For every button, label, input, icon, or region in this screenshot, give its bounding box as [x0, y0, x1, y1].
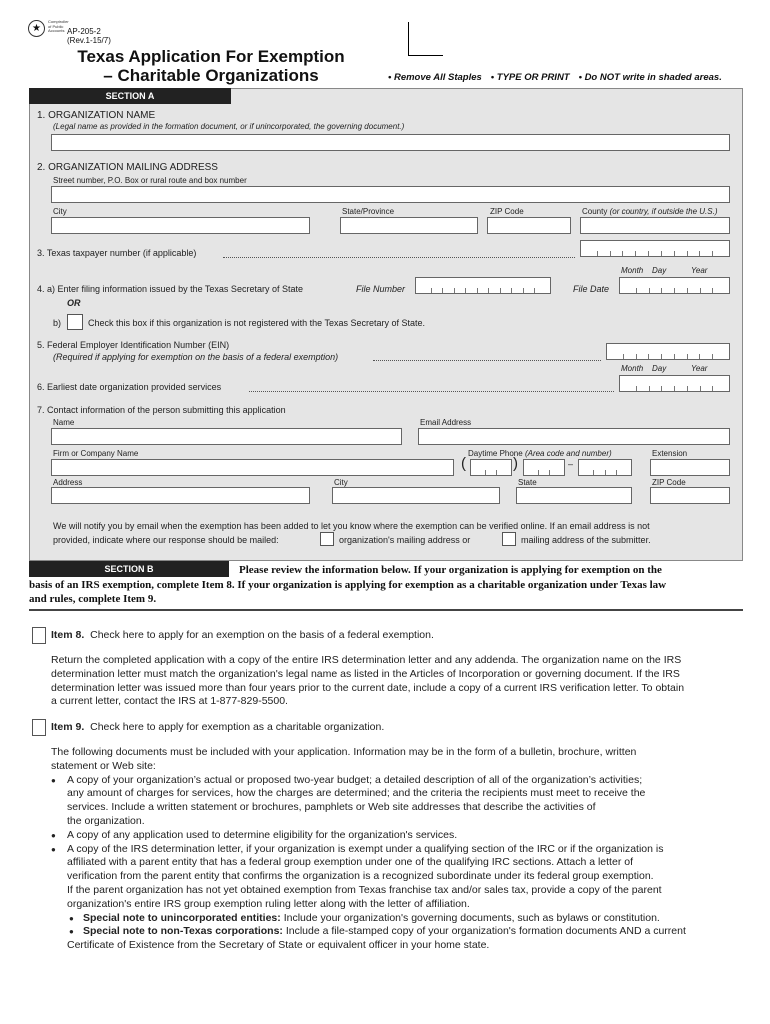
notify-option-2: mailing address of the submitter. — [521, 535, 651, 545]
file-date-label: File Date — [573, 284, 610, 294]
s1-text: Include your organization's governing documents, such as bylaws or constitution. — [280, 911, 660, 924]
county-hint: (or country, if outside the U.S.) — [609, 207, 718, 216]
mail-to-submitter-checkbox[interactable] — [502, 532, 516, 546]
form-revision: (Rev.1-15/7) — [67, 36, 111, 45]
contact-name-label: Name — [53, 418, 75, 427]
state-province-label: State/Province — [342, 207, 395, 216]
phone-prefix-input[interactable] — [523, 459, 565, 476]
item-9-text: Check here to apply for exemption as a charitable organization. — [90, 721, 385, 733]
b2-line: ● A copy of any application used to determine eligibility for the organization's services. — [67, 828, 458, 841]
notify-line-1: We will notify you by email when the exemption has been added to let you know where the exemption can be verified online. If an email address is not — [53, 521, 650, 531]
s2-bold: Special note to non-Texas corporations: — [83, 925, 283, 938]
q1-hint: (Legal name as provided in the formation document, or if unincorporated, the governing document.) — [53, 122, 405, 131]
q1-label: 1. ORGANIZATION NAME — [37, 110, 156, 121]
year-label-2: Year — [691, 364, 708, 373]
b1-line-4: the organization. — [67, 814, 145, 827]
q4a-label: 4. a) Enter filing information issued by the Texas Secretary of State — [37, 284, 303, 294]
q2-street-label: Street number, P.O. Box or rural route and box number — [53, 176, 247, 185]
email-input[interactable] — [418, 428, 730, 445]
section-b-intro-1: Please review the information below. If your organization is applying for exemption on the — [239, 564, 662, 576]
s2-line-2: Certificate of Existence from the Secretary of State or equivalent officer in your home state. — [67, 939, 490, 952]
firm-name-input[interactable] — [51, 459, 454, 476]
q5-hint: (Required if applying for exemption on the basis of a federal exemption) — [53, 352, 339, 362]
notify-option-1: organization's mailing address or — [339, 535, 471, 545]
q4b-text: Check this box if this organization is not registered with the Texas Secretary of State. — [88, 318, 426, 328]
month-label-2: Month — [621, 364, 644, 373]
item-8-instructions — [51, 654, 741, 709]
list-item — [51, 843, 746, 953]
year-label: Year — [691, 266, 708, 275]
agency-name: Comptroller of Public Accounts — [48, 19, 69, 33]
list-item — [51, 829, 746, 843]
address-label: Address — [53, 478, 83, 487]
taxpayer-number-input[interactable] — [580, 240, 730, 257]
phone-hint: (Area code and number) — [524, 449, 612, 458]
item-8-p4: a current letter, contact the IRS at 1-877-829-5500. — [51, 695, 288, 708]
ein-input[interactable] — [606, 343, 730, 360]
section-b-intro-3: and rules, complete Item 9. — [29, 593, 157, 605]
item-8-checkbox[interactable] — [32, 627, 46, 644]
day-label-2: Day — [652, 364, 667, 373]
section-b-intro-rest — [29, 578, 743, 606]
phone-close-paren: ) — [513, 455, 518, 472]
phone-open-paren: ( — [461, 455, 466, 472]
item-9-p2: statement or Web site: — [51, 759, 156, 772]
item-8-text: Check here to apply for an exemption on the basis of a federal exemption. — [90, 629, 434, 641]
q3-label: 3. Texas taxpayer number (if applicable) — [37, 248, 197, 258]
b3-line-1: ● A copy of the IRS determination letter, if your organization is exempt under a qualifying section of the IRC or if the organization is — [67, 842, 664, 855]
q3-leader-dots — [223, 257, 575, 258]
s1-bold: Special note to unincorporated entities: — [83, 911, 281, 924]
notify-line-2: provided, indicate where our response should be mailed: — [53, 535, 279, 545]
phone-label — [468, 449, 612, 458]
q6-leader-dots — [249, 391, 614, 392]
requirements-list — [51, 774, 746, 953]
contact-name-input[interactable] — [51, 428, 402, 445]
item-8-p2: determination letter must match the organization's legal name as listed in the Articles of Incorporation or governing document. If the IRS — [51, 667, 680, 680]
s2-text: Include a file-stamped copy of your organization's formation documents AND a current — [282, 925, 686, 938]
title-line-2: – Charitable Organizations — [103, 66, 319, 85]
item-9-label: Item 9. — [51, 721, 85, 733]
q6-label: 6. Earliest date organization provided services — [37, 382, 222, 392]
contact-zip-input[interactable] — [650, 487, 730, 504]
special-note-unincorporated — [67, 912, 746, 926]
contact-city-label: City — [334, 478, 348, 487]
firm-label: Firm or Company Name — [53, 449, 139, 458]
phone-line-input[interactable] — [578, 459, 632, 476]
b1-line-3: services. Include a written statement or brochures, pamphlets or Web site addresses that describe the activities of — [67, 801, 596, 814]
contact-state-input[interactable] — [516, 487, 632, 504]
state-province-input[interactable] — [340, 217, 478, 234]
county-label — [582, 207, 718, 216]
b3-line-4: If the parent organization has not yet obtained exemption from Texas franchise tax and/or sales tax, provide a copy of the parent — [67, 883, 662, 896]
earliest-date-input[interactable] — [619, 375, 730, 392]
not-registered-checkbox[interactable] — [67, 314, 83, 330]
street-address-input[interactable] — [51, 186, 730, 203]
contact-zip-label: ZIP Code — [652, 478, 686, 487]
b1-line-1: ● A copy of your organization’s actual or proposed two-year budget; a detailed description of all of the organization’s activities; — [67, 773, 643, 786]
item-8-p1: Return the completed application with a copy of the entire IRS determination letter and any addenda. The organization name on the IRS — [51, 654, 682, 666]
item-8-label: Item 8. — [51, 629, 85, 641]
county-label-text: County — [582, 207, 608, 216]
form-instructions — [388, 72, 731, 83]
phone-dash: – — [568, 459, 574, 469]
section-b-header: SECTION B — [29, 561, 229, 577]
extension-label: Extension — [652, 449, 688, 458]
b1-line-2: any amount of charges for services, how the charges are determined; and the criteria the recipients must meet to receive the — [67, 787, 646, 800]
section-a-header: SECTION A — [29, 88, 231, 104]
item-8-line — [51, 629, 434, 643]
area-code-input[interactable] — [470, 459, 512, 476]
form-title — [0, 47, 422, 85]
contact-state-label: State — [518, 478, 537, 487]
q5-label: 5. Federal Employer Identification Number (EIN) — [37, 340, 230, 350]
item-9-p1: The following documents must be included with your application. Information may be in the form of a bulletin, brochure, written — [51, 746, 637, 758]
contact-address-input[interactable] — [51, 487, 310, 504]
contact-city-input[interactable] — [332, 487, 500, 504]
mail-to-organization-checkbox[interactable] — [320, 532, 334, 546]
texas-star-seal-icon: ★ — [28, 20, 45, 37]
b3-line-2: affiliated with a parent entity that has a federal group exemption under one of the qualifying IRC sections. Attach a letter of — [67, 856, 633, 869]
special-note-non-texas — [67, 925, 746, 939]
file-number-label: File Number — [356, 284, 406, 294]
b3-line-5: organization's entire IRS group exemption ruling letter along with the letter of affiliation. — [67, 897, 470, 910]
item-9-checkbox[interactable] — [32, 719, 46, 736]
q7-label: 7. Contact information of the person submitting this application — [37, 405, 286, 415]
zip-input[interactable] — [487, 217, 571, 234]
item-8-p3: determination letter was issued more than four years prior to the current date, include a copy of a current IRS verification letter. To obtain — [51, 681, 685, 694]
county-input[interactable] — [580, 217, 730, 234]
b3-line-3: verification from the parent entity that confirms the organization is a recognized subordinate under its federal group exemption. — [67, 870, 654, 883]
phone-label-text: Daytime Phone — [468, 449, 523, 458]
extension-input[interactable] — [650, 459, 730, 476]
file-date-input[interactable] — [619, 277, 730, 294]
form-number-block — [67, 27, 111, 45]
note-type: • TYPE OR PRINT — [490, 72, 570, 83]
day-label: Day — [652, 266, 667, 275]
file-number-input[interactable] — [415, 277, 551, 294]
list-item — [51, 774, 746, 829]
title-line-1: Texas Application For Exemption — [77, 47, 345, 66]
zip-label: ZIP Code — [490, 207, 524, 216]
note-shaded: • Do NOT write in shaded areas. — [578, 72, 722, 83]
item-9-instructions — [51, 746, 746, 953]
q4b-prefix: b) — [53, 318, 62, 328]
organization-name-input[interactable] — [51, 134, 730, 151]
month-label: Month — [621, 266, 644, 275]
section-divider — [29, 609, 743, 611]
email-label: Email Address — [420, 418, 472, 427]
q5-leader-dots — [373, 360, 601, 361]
or-label: OR — [67, 298, 81, 308]
note-staples: • Remove All Staples — [388, 72, 482, 83]
item-9-line — [51, 721, 384, 735]
q2-label: 2. ORGANIZATION MAILING ADDRESS — [37, 162, 218, 173]
form-number: AP-205-2 — [67, 27, 101, 36]
city-label: City — [53, 207, 67, 216]
section-b-intro-2: basis of an IRS exemption, complete Item 8. If your organization is applying for exemption as a charitable organization under Texas law — [29, 579, 667, 591]
city-input[interactable] — [51, 217, 310, 234]
